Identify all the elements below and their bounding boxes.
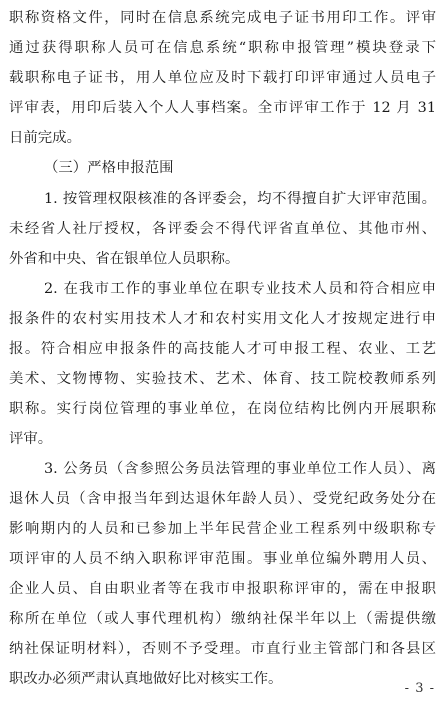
text-line: 职改办必须严肃认真地做好比对核实工作。 (9, 671, 283, 687)
text-line: 企业人员、自由职业者等在我市申报职称评审的，需在申报职 (9, 581, 436, 597)
text-line: 报条件的农村实用技术人才和农村实用文化人才按规定进行申 (9, 311, 436, 327)
text-line: 报。符合相应申报条件的高技能人才可申报工程、农业、工艺 (9, 341, 436, 357)
text-line: 美术、文物博物、实验技术、艺术、体育、技工院校教师系列 (9, 371, 436, 387)
text-line: 3. 公务员（含参照公务员法管理的事业单位工作人员）、离 (44, 461, 436, 477)
text-line: 评审表，用印后装入个人人事档案。全市评审工作于 12 月 31 (9, 100, 436, 116)
text-line: 外省和中央、省在银单位人员职称。 (9, 251, 240, 267)
text-line: 日前完成。 (9, 130, 81, 146)
text-line: 职称。实行岗位管理的事业单位，在岗位结构比例内开展职称 (9, 401, 436, 417)
text-line: 项评审的人员不纳入职称评审范围。事业单位编外聘用人员、 (9, 551, 436, 567)
text-line: 未经省人社厅授权，各评委会不得代评省直单位、其他市州、 (9, 221, 436, 237)
text-line: 通过获得职称人员可在信息系统“职称申报管理”模块登录下 (9, 40, 436, 56)
text-line: 影响期内的人员和已参加上半年民营企业工程系列中级职称专 (9, 521, 436, 537)
page-number: - 3 - (404, 681, 435, 696)
text-line: 1. 按管理权限核准的各评委会，均不得擅自扩大评审范围。 (44, 191, 436, 207)
section-heading: （三）严格申报范围 (44, 160, 174, 176)
text-line: 纳社保证明材料），否则不予受理。市直行业主管部门和各县区 (9, 641, 436, 657)
text-line: 退休人员（含申报当年到达退休年龄人员）、受党纪政务处分在 (9, 491, 436, 507)
text-line: 称所在单位（或人事代理机构）缴纳社保半年以上（需提供缴 (9, 611, 436, 627)
text-line: 2. 在我市工作的事业单位在职专业技术人员和符合相应申 (44, 281, 436, 297)
text-line: 载职称电子证书，用人单位应及时下载打印评审通过人员电子 (9, 70, 436, 86)
text-line: 评审。 (9, 431, 53, 447)
text-line: 职称资格文件，同时在信息系统完成电子证书用印工作。评审 (9, 10, 436, 26)
